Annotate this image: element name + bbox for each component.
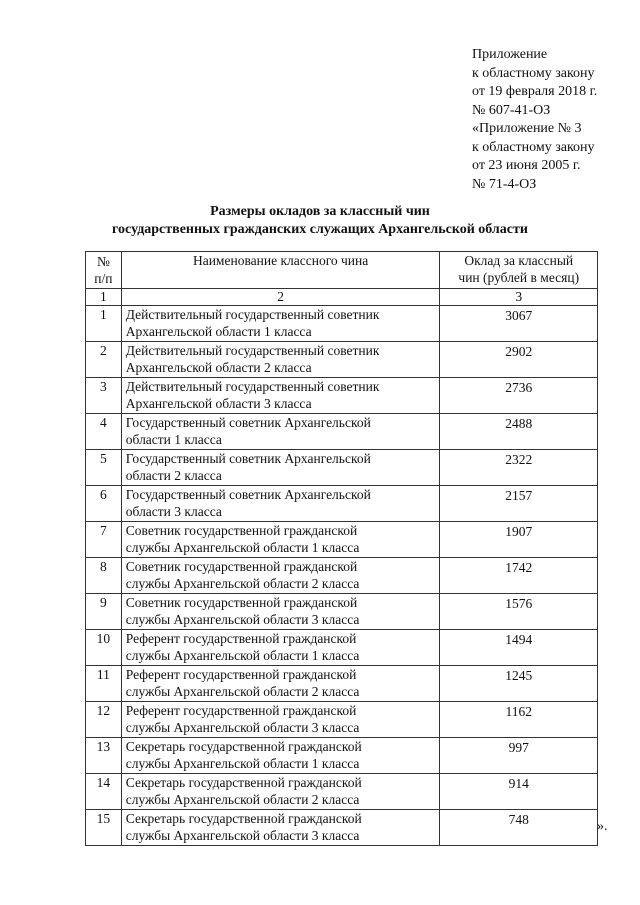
table-row [86, 738, 598, 774]
header-number-line-1: № [96, 254, 110, 269]
row-number-cell: 4 [86, 414, 122, 450]
row-number-cell: 15 [86, 810, 122, 846]
salary-cell: 2488 [440, 414, 598, 450]
rank-name-line-1: Референт государственной гражданской [125, 631, 357, 646]
rank-name-line-2: службы Архангельской области 3 класса [125, 612, 360, 627]
salary-cell: 1907 [440, 522, 598, 558]
row-number-cell: 7 [86, 522, 122, 558]
rank-name-line-2: Архангельской области 1 класса [125, 324, 312, 339]
header-line: № 71-4-ОЗ [472, 176, 537, 192]
title-line-1: Размеры окладов за классный чин [210, 204, 430, 219]
rank-name-line-2: области 1 класса [125, 432, 222, 447]
rank-name-line-2: службы Архангельской области 2 класса [125, 576, 360, 591]
rank-name-cell [121, 594, 440, 630]
salary-cell: 2157 [440, 486, 598, 522]
rank-name-cell [121, 342, 440, 378]
index-cell: 1 [86, 289, 122, 306]
table-row [86, 486, 598, 522]
rank-name-line-1: Государственный советник Архангельской [125, 451, 371, 466]
salary-cell: 3067 [440, 306, 598, 342]
salary-cell: 2322 [440, 450, 598, 486]
rank-name-line-2: Архангельской области 2 класса [125, 360, 312, 375]
salary-cell: 914 [440, 774, 598, 810]
header-line: № 607-41-ОЗ [472, 102, 551, 118]
rank-name-line-1: Государственный советник Архангельской [125, 487, 371, 502]
index-cell: 3 [440, 289, 598, 306]
table-row [86, 306, 598, 342]
rank-name-line-1: Референт государственной гражданской [125, 667, 357, 682]
rank-name-cell [121, 702, 440, 738]
salary-cell: 1494 [440, 630, 598, 666]
rank-name-cell [121, 666, 440, 702]
row-number-cell: 13 [86, 738, 122, 774]
row-number-cell: 12 [86, 702, 122, 738]
header-name-cell: Наименование классного чина [121, 252, 440, 289]
row-number-cell: 3 [86, 378, 122, 414]
rank-name-cell [121, 306, 440, 342]
salary-table [85, 251, 598, 846]
rank-name-line-1: Действительный государственный советник [125, 343, 380, 358]
rank-name-line-1: Секретарь государственной гражданской [125, 775, 362, 790]
header-line: к областному закону [472, 65, 595, 81]
rank-name-line-1: Действительный государственный советник [125, 379, 380, 394]
row-number-cell: 1 [86, 306, 122, 342]
salary-cell: 1742 [440, 558, 598, 594]
table-row [86, 522, 598, 558]
document-title [0, 203, 640, 239]
header-salary-cell [440, 252, 598, 289]
salary-cell: 1576 [440, 594, 598, 630]
rank-name-line-1: Секретарь государственной гражданской [125, 739, 362, 754]
salary-cell: 748 [440, 810, 598, 846]
salary-cell: 997 [440, 738, 598, 774]
table-row [86, 450, 598, 486]
rank-name-cell [121, 450, 440, 486]
header-line: Приложение [472, 47, 548, 62]
rank-name-line-1: Государственный советник Архангельской [125, 415, 371, 430]
rank-name-cell [121, 522, 440, 558]
row-number-cell: 10 [86, 630, 122, 666]
title-line-2: государственных гражданских служащих Архангельской области [112, 222, 528, 237]
salary-cell: 1245 [440, 666, 598, 702]
salary-cell: 2902 [440, 342, 598, 378]
salary-cell: 1162 [440, 702, 598, 738]
rank-name-line-2: службы Архангельской области 1 класса [125, 540, 360, 555]
rank-name-cell [121, 774, 440, 810]
rank-name-line-2: службы Архангельской области 1 класса [125, 648, 360, 663]
header-number-cell [86, 252, 122, 289]
rank-name-line-2: службы Архангельской области 3 класса [125, 720, 360, 735]
table-header-row [86, 252, 598, 289]
rank-name-cell [121, 558, 440, 594]
table-row [86, 414, 598, 450]
rank-name-cell [121, 810, 440, 846]
column-index-row [86, 289, 598, 306]
rank-name-cell [121, 414, 440, 450]
salary-cell: 2736 [440, 378, 598, 414]
rank-name-cell [121, 486, 440, 522]
header-salary-line-2: чин (рублей в месяц) [458, 270, 580, 285]
row-number-cell: 14 [86, 774, 122, 810]
table-row [86, 378, 598, 414]
rank-name-line-2: области 2 класса [125, 468, 222, 483]
rank-name-line-2: службы Архангельской области 2 класса [125, 684, 360, 699]
row-number-cell: 9 [86, 594, 122, 630]
table-row [86, 702, 598, 738]
appendix-header [472, 46, 597, 194]
header-line: к областному закону [472, 139, 595, 155]
rank-name-line-2: службы Архангельской области 1 класса [125, 756, 360, 771]
header-salary-line-1: Оклад за классный [464, 253, 574, 268]
table-row [86, 342, 598, 378]
table-row [86, 558, 598, 594]
header-line: от 23 июня 2005 г. [472, 158, 581, 173]
rank-name-cell [121, 630, 440, 666]
rank-name-cell [121, 738, 440, 774]
header-line: от 19 февраля 2018 г. [472, 84, 598, 99]
rank-name-line-2: Архангельской области 3 класса [125, 396, 312, 411]
rank-name-line-2: службы Архангельской области 2 класса [125, 792, 360, 807]
table-row [86, 774, 598, 810]
row-number-cell: 5 [86, 450, 122, 486]
rank-name-line-2: области 3 класса [125, 504, 222, 519]
table-row [86, 810, 598, 846]
rank-name-line-1: Референт государственной гражданской [125, 703, 357, 718]
row-number-cell: 8 [86, 558, 122, 594]
row-number-cell: 2 [86, 342, 122, 378]
header-number-line-2: п/п [94, 271, 113, 286]
table-row [86, 666, 598, 702]
row-number-cell: 11 [86, 666, 122, 702]
rank-name-cell [121, 378, 440, 414]
rank-name-line-2: службы Архангельской области 3 класса [125, 828, 360, 843]
table-row [86, 630, 598, 666]
table-row [86, 594, 598, 630]
header-line: «Приложение № 3 [472, 121, 582, 136]
row-number-cell: 6 [86, 486, 122, 522]
rank-name-line-1: Советник государственной гражданской [125, 523, 358, 538]
rank-name-line-1: Советник государственной гражданской [125, 559, 358, 574]
rank-name-line-1: Советник государственной гражданской [125, 595, 358, 610]
closing-quote: ». [597, 819, 608, 834]
rank-name-line-1: Секретарь государственной гражданской [125, 811, 362, 826]
index-cell: 2 [121, 289, 440, 306]
rank-name-line-1: Действительный государственный советник [125, 307, 380, 322]
